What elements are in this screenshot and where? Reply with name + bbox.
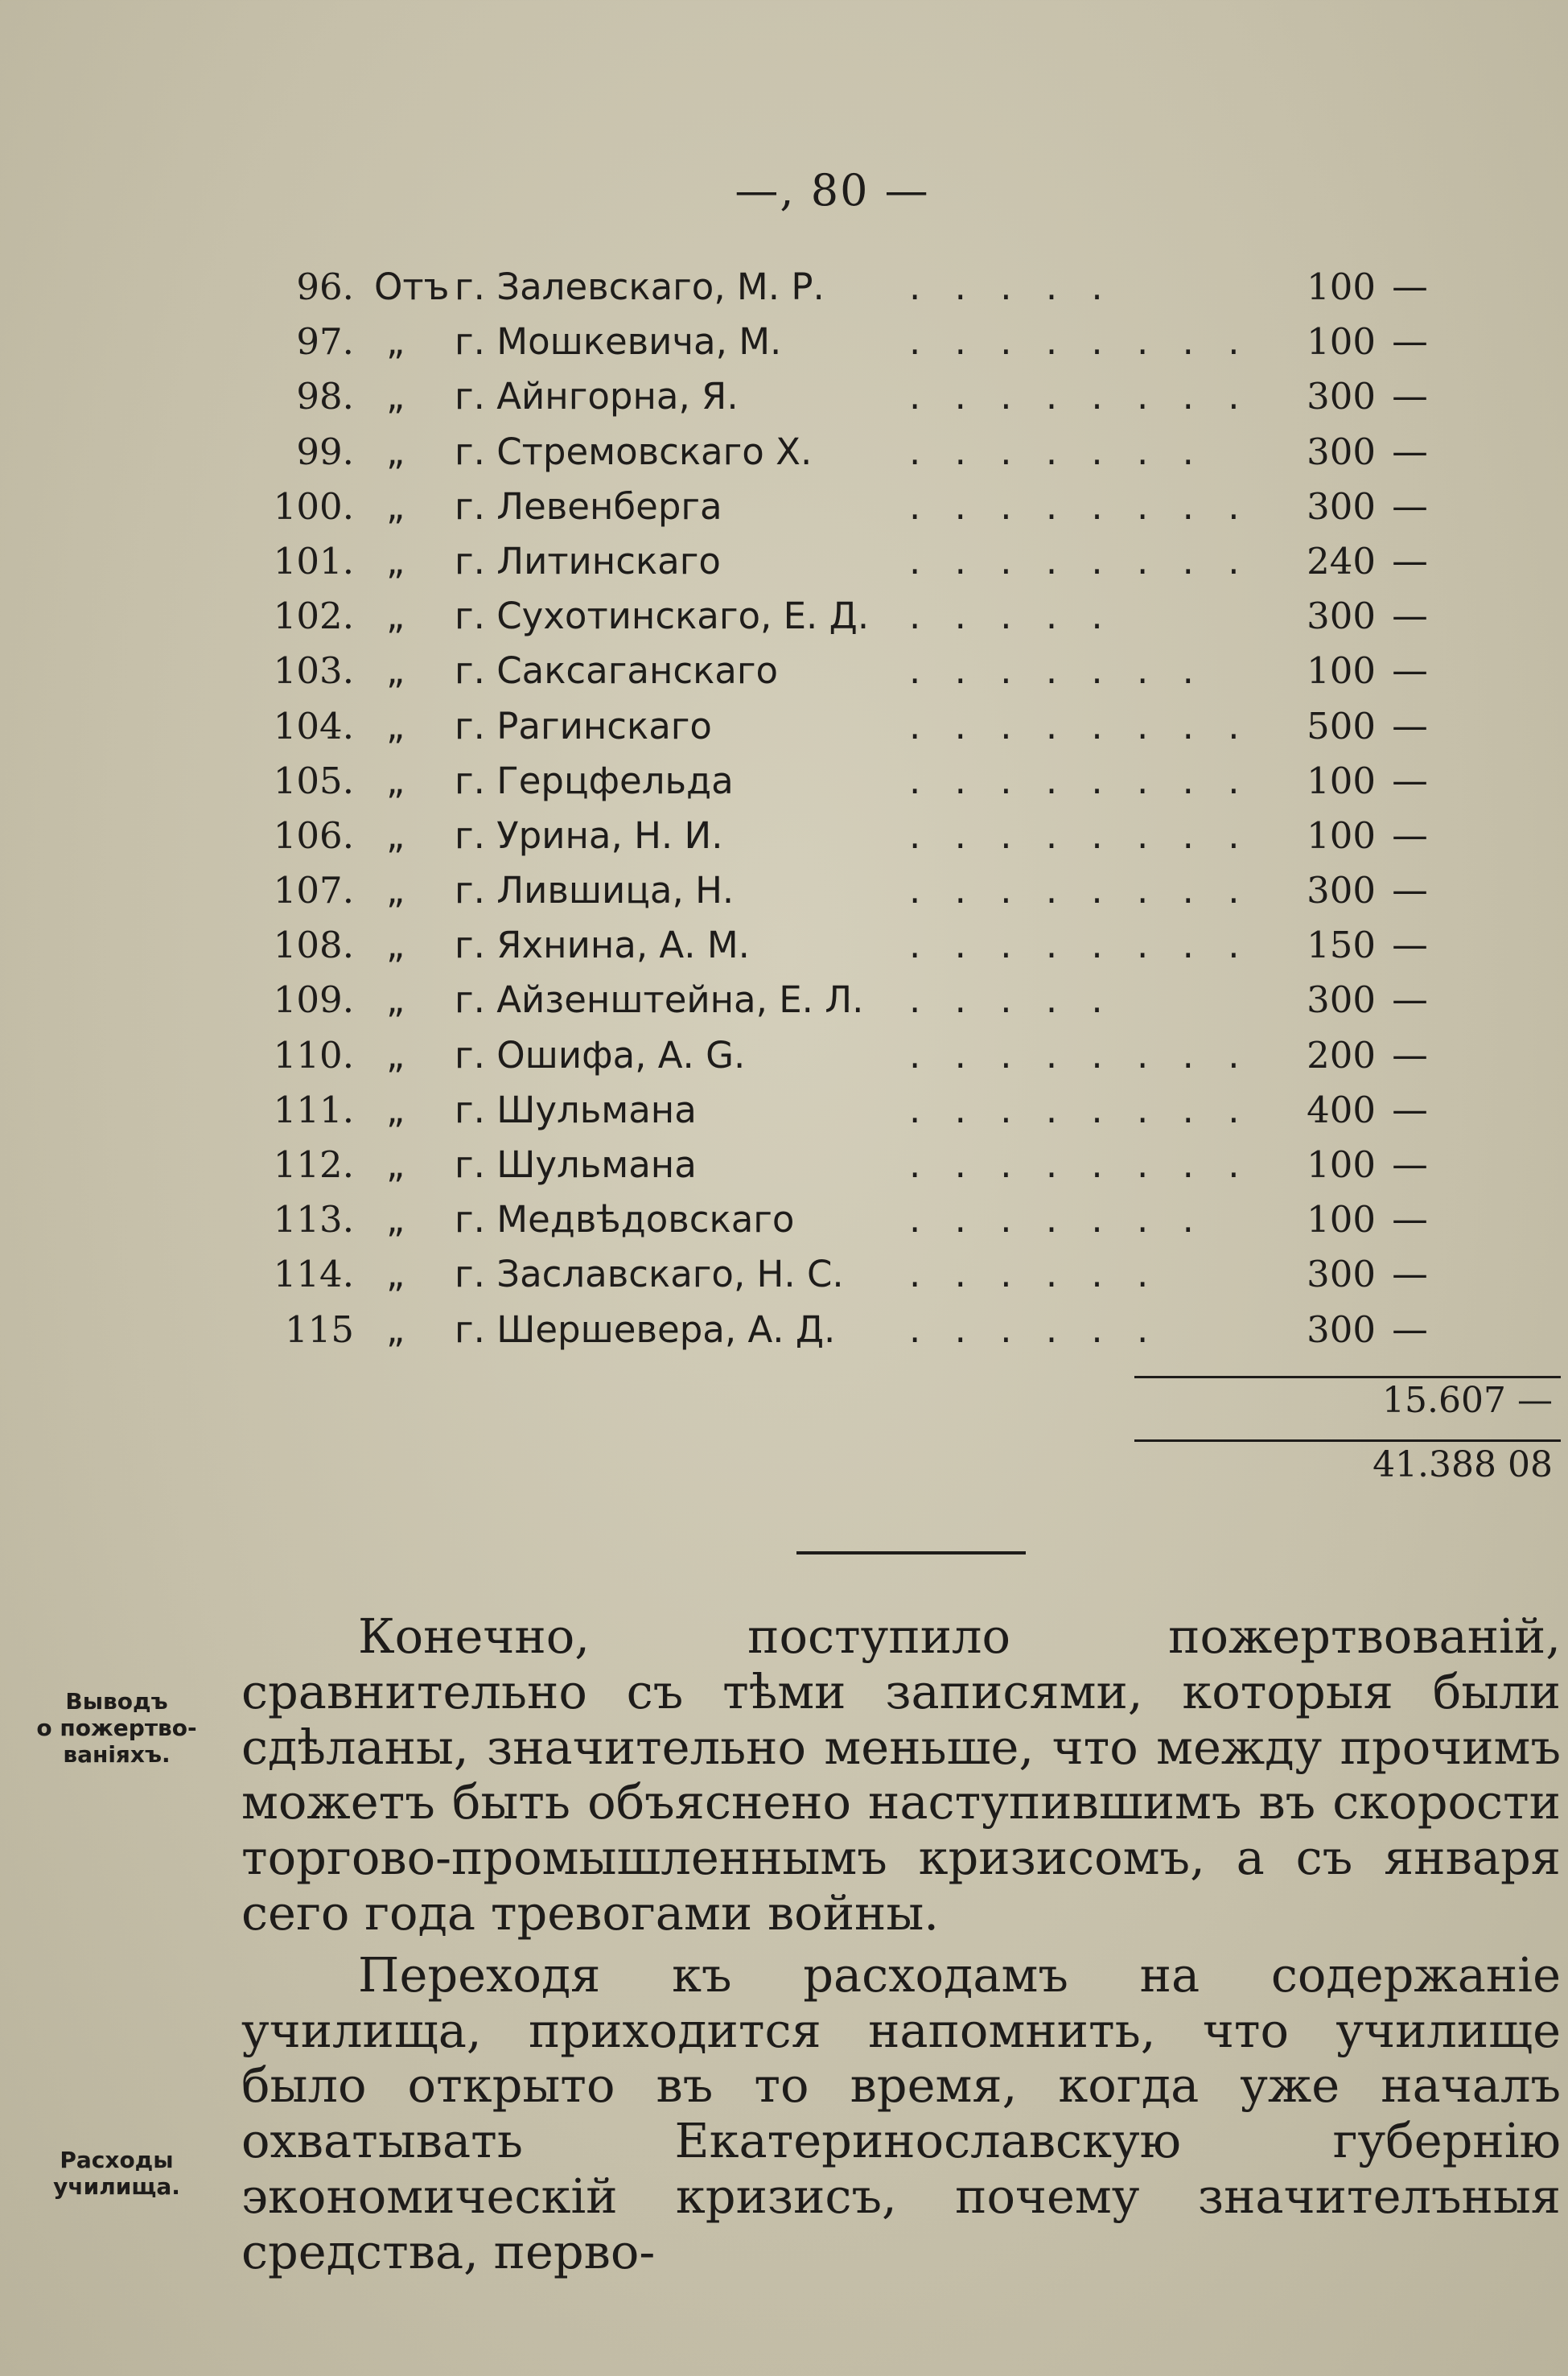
ditto-mark: „ — [386, 1198, 405, 1242]
margin-note-donations — [8, 1688, 225, 1768]
donor-name: г. Сухотинскаго, Е. Д. — [455, 595, 870, 638]
list-item — [233, 1308, 1553, 1363]
donation-amount: 300 — [1307, 595, 1376, 638]
list-item — [233, 978, 1553, 1033]
list-item — [233, 485, 1553, 540]
donor-name: г. Ошифа, А. G. — [455, 1033, 746, 1077]
ditto-mark: „ — [386, 1143, 405, 1186]
ditto-mark: „ — [386, 704, 405, 747]
donation-amount: 100 — [1307, 1143, 1376, 1186]
entry-number: 106. — [273, 813, 354, 857]
entry-number: 108. — [273, 924, 354, 967]
subtotal: 15.607 — — [1382, 1380, 1553, 1421]
leader-dots: . . . . . . . . — [909, 1088, 1251, 1131]
entry-number: 105. — [273, 759, 354, 802]
entry-number: 103. — [273, 649, 354, 693]
entry-number: 111. — [273, 1088, 354, 1131]
from-prefix: Отъ — [374, 266, 450, 308]
kopeck-dash: — — [1392, 1198, 1428, 1242]
list-item — [233, 375, 1553, 430]
donor-name: г. Яхнина, А. М. — [455, 924, 750, 967]
ditto-mark: „ — [386, 320, 405, 364]
kopeck-dash: — — [1392, 1307, 1428, 1351]
donor-name: г. Медвѣдовскаго — [455, 1198, 795, 1242]
ditto-mark: „ — [386, 430, 405, 473]
entry-number: 98. — [296, 375, 354, 418]
paragraph: Конечно, поступило пожертвованій, сравнительно съ тѣми записями, которыя были сдѣланы, значительно меньше, что между прочимъ можетъ быть объяснено наступившимъ въ скорости торгово-промышленнымъ кризисомъ, а съ января сего года тревогами войны. — [241, 1608, 1561, 1941]
donor-name: г. Шульмана — [455, 1143, 697, 1186]
grand-total: 41.388 08 — [1373, 1444, 1553, 1485]
leader-dots: . . . . . . — [909, 1253, 1160, 1296]
leader-dots: . . . . . . — [909, 1307, 1160, 1351]
list-item — [233, 1034, 1553, 1089]
leader-dots: . . . . . . . — [909, 649, 1205, 693]
leader-dots: . . . . . . . . — [909, 1033, 1251, 1077]
list-item — [233, 705, 1553, 760]
donor-name: г. Айзенштейна, Е. Л. — [455, 978, 864, 1022]
sum-rule — [1134, 1376, 1561, 1378]
leader-dots: . . . . . . . . — [909, 869, 1251, 912]
donation-amount: 100 — [1307, 649, 1376, 693]
donation-list — [233, 266, 1553, 1363]
ditto-mark: „ — [386, 375, 405, 418]
list-item — [233, 1143, 1553, 1198]
donation-amount: 240 — [1307, 539, 1376, 583]
entry-number: 107. — [273, 869, 354, 912]
list-item — [233, 430, 1553, 485]
donation-amount: 150 — [1307, 924, 1376, 967]
donor-name: г. Герцфельда — [455, 759, 734, 802]
donation-amount: 300 — [1307, 484, 1376, 528]
body-text — [241, 1609, 1561, 2280]
leader-dots: . . . . . . . . — [909, 759, 1251, 802]
donor-name: г. Шульмана — [455, 1088, 697, 1131]
entry-number: 99. — [296, 430, 354, 473]
entry-number: 96. — [296, 266, 354, 308]
section-separator — [796, 1551, 1026, 1554]
ditto-mark: „ — [386, 1033, 405, 1077]
leader-dots: . . . . . . . . — [909, 320, 1251, 364]
margin-note-line: ваніяхъ. — [63, 1741, 171, 1768]
donation-amount: 400 — [1307, 1088, 1376, 1131]
leader-dots: . . . . . . . . — [909, 924, 1251, 967]
entry-number: 109. — [273, 978, 354, 1022]
donation-amount: 200 — [1307, 1033, 1376, 1077]
donation-amount: 100 — [1307, 266, 1376, 308]
leader-dots: . . . . . . . — [909, 1198, 1205, 1242]
entry-number: 115 — [285, 1307, 354, 1351]
margin-note-line: о пожертво- — [36, 1715, 197, 1741]
leader-dots: . . . . . . . . — [909, 704, 1251, 747]
entry-number: 114. — [273, 1253, 354, 1296]
ditto-mark: „ — [386, 813, 405, 857]
entry-number: 104. — [273, 704, 354, 747]
list-item — [233, 540, 1553, 595]
donation-amount: 300 — [1307, 375, 1376, 418]
entry-number: 101. — [273, 539, 354, 583]
donation-amount: 100 — [1307, 1198, 1376, 1242]
kopeck-dash: — — [1392, 649, 1428, 693]
ditto-mark: „ — [386, 595, 405, 638]
leader-dots: . . . . . . . . — [909, 484, 1251, 528]
kopeck-dash: — — [1392, 484, 1428, 528]
margin-note-line: Выводъ — [65, 1688, 168, 1715]
list-item — [233, 814, 1553, 869]
kopeck-dash: — — [1392, 375, 1428, 418]
list-item — [233, 1253, 1553, 1307]
kopeck-dash: — — [1392, 1143, 1428, 1186]
list-item — [233, 760, 1553, 814]
entry-number: 97. — [296, 320, 354, 364]
kopeck-dash: — — [1392, 320, 1428, 364]
list-item — [233, 266, 1553, 320]
ditto-mark: „ — [386, 649, 405, 693]
donor-name: г. Залевскаго, М. Р. — [455, 266, 825, 308]
ditto-mark: „ — [386, 869, 405, 912]
donation-amount: 300 — [1307, 869, 1376, 912]
kopeck-dash: — — [1392, 978, 1428, 1022]
list-item — [233, 1198, 1553, 1253]
list-item — [233, 595, 1553, 649]
ditto-mark: „ — [386, 924, 405, 967]
kopeck-dash: — — [1392, 924, 1428, 967]
entry-number: 112. — [273, 1143, 354, 1186]
kopeck-dash: — — [1392, 1253, 1428, 1296]
sum-rule — [1134, 1439, 1561, 1442]
donor-name: г. Урина, Н. И. — [455, 813, 723, 857]
ditto-mark: „ — [386, 1307, 405, 1351]
kopeck-dash: — — [1392, 266, 1428, 308]
leader-dots: . . . . . — [909, 595, 1114, 638]
donor-name: г. Лившица, Н. — [455, 869, 735, 912]
leader-dots: . . . . . . . . — [909, 813, 1251, 857]
leader-dots: . . . . . . . . — [909, 375, 1251, 418]
leader-dots: . . . . . . . . — [909, 1143, 1251, 1186]
kopeck-dash: — — [1392, 813, 1428, 857]
leader-dots: . . . . . . . . — [909, 539, 1251, 583]
entry-number: 110. — [273, 1033, 354, 1077]
list-item — [233, 869, 1553, 924]
list-item — [233, 649, 1553, 704]
list-item — [233, 924, 1553, 978]
donation-amount: 300 — [1307, 978, 1376, 1022]
kopeck-dash: — — [1392, 759, 1428, 802]
entry-number: 113. — [273, 1198, 354, 1242]
margin-note-line: училища. — [53, 2173, 180, 2200]
paragraph: Переходя къ расходамъ на содержаніе училища, приходится напомнить, что училище было открыто въ то время, когда уже началъ охватывать Екатеринославскую губернію экономическій кризисъ, почему значителъныя средства, перво- — [241, 1946, 1561, 2279]
donation-amount: 100 — [1307, 813, 1376, 857]
donor-name: г. Шершевера, А. Д. — [455, 1307, 836, 1351]
margin-note-expenses — [8, 2147, 225, 2200]
entry-number: 100. — [273, 484, 354, 528]
page-number: —, 80 — — [735, 165, 930, 216]
leader-dots: . . . . . — [909, 266, 1114, 308]
ditto-mark: „ — [386, 759, 405, 802]
donation-amount: 300 — [1307, 1253, 1376, 1296]
donor-name: г. Айнгорна, Я. — [455, 375, 739, 418]
donation-amount: 300 — [1307, 430, 1376, 473]
kopeck-dash: — — [1392, 430, 1428, 473]
list-item — [233, 320, 1553, 375]
kopeck-dash: — — [1392, 704, 1428, 747]
ditto-mark: „ — [386, 1253, 405, 1296]
entry-number: 102. — [273, 595, 354, 638]
donor-name: г. Левенберга — [455, 484, 722, 528]
list-item — [233, 1089, 1553, 1143]
donor-name: г. Саксаганскаго — [455, 649, 779, 693]
kopeck-dash: — — [1392, 595, 1428, 638]
donor-name: г. Мошкевича, М. — [455, 320, 782, 364]
leader-dots: . . . . . . . — [909, 430, 1205, 473]
donation-amount: 300 — [1307, 1307, 1376, 1351]
kopeck-dash: — — [1392, 1033, 1428, 1077]
leader-dots: . . . . . — [909, 978, 1114, 1022]
donation-amount: 500 — [1307, 704, 1376, 747]
donation-amount: 100 — [1307, 759, 1376, 802]
donor-name: г. Литинскаго — [455, 539, 721, 583]
kopeck-dash: — — [1392, 869, 1428, 912]
margin-note-line: Расходы — [60, 2147, 174, 2173]
donation-amount: 100 — [1307, 320, 1376, 364]
ditto-mark: „ — [386, 978, 405, 1022]
kopeck-dash: — — [1392, 1088, 1428, 1131]
donor-name: г. Рагинскаго — [455, 704, 712, 747]
ditto-mark: „ — [386, 539, 405, 583]
donor-name: г. Стремовскаго Х. — [455, 430, 813, 473]
ditto-mark: „ — [386, 1088, 405, 1131]
kopeck-dash: — — [1392, 539, 1428, 583]
donor-name: г. Заславскаго, Н. С. — [455, 1253, 844, 1296]
ditto-mark: „ — [386, 484, 405, 528]
